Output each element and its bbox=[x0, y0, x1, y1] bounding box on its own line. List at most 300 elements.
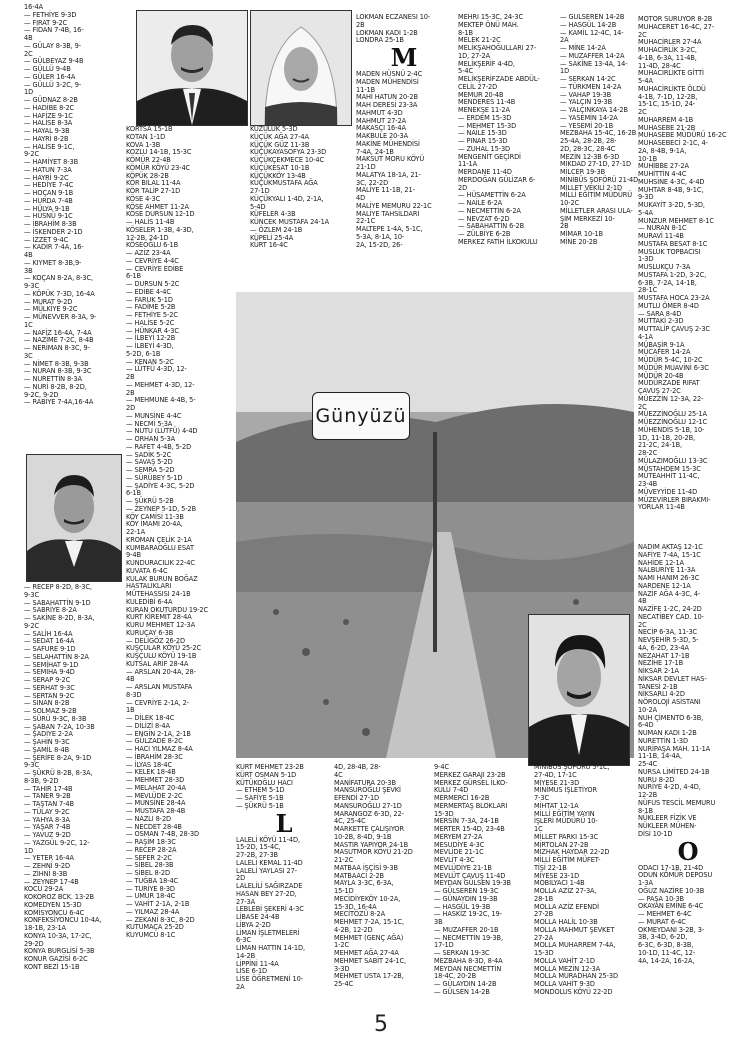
index-entry: — MÜNEVVER 8-3A, 9- bbox=[24, 313, 97, 321]
index-entry: 3-3D bbox=[334, 964, 350, 973]
portrait-photo-young-man bbox=[528, 614, 630, 766]
index-entry: 4-1B, 6-3A, 11-4B, bbox=[638, 53, 697, 62]
index-entry: MÜCAFER 14-2A bbox=[638, 348, 691, 357]
index-entry: — NURETTİN 8-3A bbox=[24, 375, 82, 383]
index-entry: ODACI 17-1B, 21-4D bbox=[638, 863, 704, 872]
index-entry: KÖPÜK 28-2B bbox=[126, 171, 169, 180]
index-entry: — KADİR 7-4A, 16- bbox=[24, 243, 84, 252]
index-entry: 1D, 11-1B, 20-2B, bbox=[638, 433, 696, 442]
index-entry: — TURİYE 8-3D bbox=[126, 884, 175, 893]
index-entry: 4B bbox=[24, 251, 33, 259]
index-entry: — SEDAT 16-4A bbox=[24, 637, 75, 646]
index-entry: — HASGÜL 19-3B bbox=[434, 902, 491, 911]
index-entry: — HÜNKAR 4-3C bbox=[126, 326, 179, 335]
index-entry: — HALİS 11-4B bbox=[126, 218, 175, 226]
index-entry: 10-2B, 8-4D, 9-1B bbox=[334, 832, 392, 841]
index-entry: KÜRT 16-4C bbox=[250, 241, 288, 250]
index-entry: NURİYE 4-2D, 4-4D, bbox=[638, 783, 701, 792]
index-entry: MERDANE 11-4D bbox=[458, 168, 512, 176]
index-entry: — SÜRÜ 9-3C, 8-3B bbox=[24, 714, 87, 723]
index-entry: — SÜRÜBEY 5-1D bbox=[126, 473, 183, 482]
index-entry: MUHACİRLİKTE ÖLDÜ bbox=[638, 84, 706, 93]
index-entry: MENGENİT GEÇİRDİ bbox=[458, 152, 521, 161]
index-entry: NURSA LİMİTED 24-1B bbox=[638, 767, 710, 776]
index-entry: MUHACERET 16-4C, 27- bbox=[638, 22, 715, 31]
index-entry: MUHTAR 8-4B, 9-1C, bbox=[638, 185, 704, 194]
index-entry: LOKMAN ECZANESİ 10- bbox=[356, 14, 431, 21]
index-entry: 4B bbox=[126, 675, 135, 684]
index-entry: — İLBEYİ 12-2B bbox=[126, 334, 176, 343]
index-entry: 27-1D bbox=[250, 187, 270, 195]
index-entry: MÜEZZİNOĞLU 12-1C bbox=[638, 418, 708, 426]
index-entry: KUŞÇULAR KÖYÜ 25-2C bbox=[126, 644, 202, 653]
index-entry: MÜVEYYİDE 11-4D bbox=[638, 487, 698, 496]
index-entry: MOLLA AZİZ 27-3A, bbox=[534, 887, 597, 895]
index-entry: — MÜLKİYE 9-2C bbox=[24, 305, 78, 314]
index-column bbox=[434, 764, 532, 1040]
index-entry: — SARA 8-4D bbox=[638, 309, 682, 318]
index-entry: — HAFİZE 9-1C bbox=[24, 111, 73, 120]
index-entry: 28-1C bbox=[638, 286, 658, 295]
index-entry: 1C bbox=[24, 320, 33, 329]
index-entry: LİBASE 24-4B bbox=[236, 913, 280, 921]
index-entry: — NAZLI 8-2D bbox=[126, 814, 172, 823]
index-entry: 4-1B, 7-1D, 12-2B, bbox=[638, 92, 698, 101]
index-entry: 8-3D bbox=[126, 690, 142, 699]
index-entry: 22-1A bbox=[126, 528, 145, 536]
index-entry: KULU 7-4D bbox=[434, 786, 469, 795]
index-entry: — HACI YILMAZ 8-4A bbox=[126, 745, 193, 753]
index-entry: MEHMET (GENÇ AĞA) bbox=[334, 933, 404, 942]
index-entry: KÜÇÜK AĞA 27-4A bbox=[250, 132, 309, 141]
index-entry: — RAŞİM 18-3C bbox=[126, 838, 176, 846]
index-column bbox=[356, 14, 452, 294]
index-entry: NEZİHE 17-1B bbox=[638, 659, 684, 668]
index-entry: — HADİBE 8-2C bbox=[24, 103, 75, 112]
index-entry: — GÜLAY 8-3B, 9- bbox=[24, 41, 82, 50]
index-entry: — MİNE 14-2A bbox=[560, 44, 606, 52]
index-entry: 4-2B, 12-2D bbox=[334, 925, 373, 934]
index-entry: 4B bbox=[638, 597, 647, 606]
index-entry: MASUTMOR KÖYÜ 21-2D bbox=[334, 848, 413, 857]
index-entry: — ZEYNEP 17-4B bbox=[24, 877, 79, 886]
index-entry: — OSMAN 7-4B, 28-3D bbox=[126, 830, 199, 839]
index-entry: — SAKİNE 8-2D, 8-3A, bbox=[24, 614, 95, 622]
index-entry: — SEMRA 5-2D bbox=[126, 466, 175, 474]
index-entry: — HÜSAMETTİN 6-2A bbox=[458, 191, 526, 200]
village-name-sign: Günyüzü bbox=[312, 392, 410, 440]
index-entry: 1C bbox=[534, 825, 543, 833]
index-entry: MÜDÜR 20-4B bbox=[638, 371, 684, 380]
index-entry: — İZZET 9-4C bbox=[24, 235, 69, 244]
index-entry: MİLLET VEKİLİ 2-1D bbox=[560, 183, 622, 192]
index-entry: — HÜSNÜ 9-1C bbox=[24, 212, 73, 221]
index-entry: KURUÇAY 6-3B bbox=[126, 628, 174, 637]
index-entry: MERKEZ FATİH İLKOKULU bbox=[458, 237, 538, 246]
portrait-photo-man-suit bbox=[136, 10, 248, 126]
index-entry: 17-1D bbox=[434, 941, 454, 950]
index-entry: — HALİSE 9-1C, bbox=[24, 142, 75, 151]
index-entry: — SERAP 9-2C bbox=[24, 676, 71, 684]
index-entry: — NECMİ 5-3A bbox=[126, 419, 173, 428]
index-entry: MUHARREM 4-1B bbox=[638, 115, 694, 124]
index-entry: — SEMİHAT 9-1D bbox=[24, 660, 79, 669]
index-entry: KONUR GAZİSİ 6-2C bbox=[24, 955, 88, 963]
index-entry: — MUNSİNE 28-4A bbox=[126, 799, 186, 808]
index-entry: — ZUHAL 15-3D bbox=[458, 144, 511, 153]
index-entry: LİSE 6-1D bbox=[236, 967, 268, 976]
index-entry: 5-4A bbox=[638, 208, 653, 217]
index-entry: 10-1B bbox=[638, 154, 657, 163]
index-entry: 5-2D, 6-1B bbox=[126, 349, 161, 358]
index-entry: — YILMAZ 28-4A bbox=[126, 907, 180, 916]
index-entry: KÜPELİ 25-4A bbox=[250, 233, 294, 242]
index-entry: MİNİBÜS ŞOFÖRÜ 21-4D bbox=[560, 175, 639, 184]
index-entry: — ŞAHİN 9-3C bbox=[24, 738, 70, 746]
index-entry: 2C bbox=[24, 49, 33, 58]
index-entry: MOLLA VAHİT 2-1D bbox=[534, 956, 595, 965]
index-entry: LALELİ KEMAL 11-4D bbox=[236, 858, 303, 867]
index-entry: NAHİDE 12-1A bbox=[638, 558, 684, 567]
index-entry: — ŞABAN 7-2A, 10-3B bbox=[24, 722, 95, 731]
index-entry: KURU MEHMET 12-3A bbox=[126, 621, 196, 629]
index-entry: — ARSLAN MUSTAFA bbox=[126, 683, 193, 691]
index-entry: 3B, 3-4D, 6-2D, bbox=[638, 933, 688, 942]
index-entry: MANİFATURA 20-3B bbox=[334, 778, 396, 787]
index-entry: — DURSUN 5-2C bbox=[126, 280, 180, 288]
index-entry: OKMEYDANI 3-2B, 3- bbox=[638, 925, 705, 934]
index-entry: NİKSAR 2-1A bbox=[638, 667, 679, 675]
index-entry: LİPPİNİ 11-4A bbox=[236, 959, 279, 968]
index-entry: MANSUROĞLU ŞEVKİ bbox=[334, 786, 401, 795]
index-entry: — ENGİN 2-1A, 2-1B bbox=[126, 729, 191, 738]
index-entry: ODUN KÖMÜR DEPOSU bbox=[638, 871, 713, 880]
index-entry: — HALİSE 8-3A bbox=[24, 119, 73, 128]
index-entry: 8-1B bbox=[638, 806, 653, 815]
index-entry: MUHSİNE 4-3C, 4-4D bbox=[638, 177, 705, 186]
index-entry: MİKDAD 27-1D, 27-1D bbox=[560, 160, 631, 169]
index-entry: 2C bbox=[638, 402, 647, 411]
index-entry: MUHİBBE 27-2A bbox=[638, 162, 689, 171]
index-entry: — GÜLLÜ 9-4B bbox=[24, 65, 71, 73]
index-entry: MUSTAFA BESAT 8-1C bbox=[638, 239, 708, 248]
index-entry: — NEVZAT 6-2D bbox=[458, 214, 510, 223]
index-entry: MİLCER 19-3B bbox=[560, 168, 606, 176]
index-entry: 9-3C bbox=[24, 761, 39, 770]
index-entry: — ARSLAN 20-4A, 28- bbox=[126, 667, 196, 676]
index-entry: — MEHMET 6-4C bbox=[638, 910, 692, 918]
index-entry: MOLLA HALİL 10-3B bbox=[534, 918, 598, 926]
index-entry: 27-2B bbox=[534, 910, 553, 919]
index-entry: — NURİ 8-2B, 8-2D, bbox=[24, 382, 87, 391]
index-entry: KOZLU 14-1B, 15-3C bbox=[126, 148, 192, 157]
index-entry: 9-2C, 9-2D bbox=[24, 390, 59, 399]
portrait-photo-woman-headscarf bbox=[250, 10, 352, 126]
index-entry: — FETHİYE 9-3D bbox=[24, 10, 77, 19]
index-entry: KULEDİBİ 6-4A bbox=[126, 597, 173, 606]
index-entry: 21-2C, 24-1B, bbox=[638, 441, 683, 450]
index-entry: 7-3C bbox=[534, 794, 549, 802]
index-entry: 9-4C bbox=[434, 764, 449, 771]
index-entry: — MEHMET 4-3D, 12- bbox=[126, 380, 195, 389]
index-entry: KORTSA 15-1B bbox=[126, 126, 173, 133]
index-entry: MUSLUKÇU 7-3A bbox=[638, 263, 691, 271]
index-entry: HASTALIKLARI bbox=[126, 582, 172, 591]
index-entry: — TUĞBA 18-4C bbox=[126, 876, 179, 885]
index-entry: KOTAN 1-1D bbox=[126, 132, 166, 141]
index-entry: — CEVRİYE 2-1A, 2- bbox=[126, 698, 190, 707]
index-entry: — YALÇINKAYA 14-2B bbox=[560, 106, 628, 114]
index-entry: MİYESE 21-3D bbox=[534, 778, 580, 787]
index-entry: MOBİLYACI 1-4B bbox=[534, 879, 585, 888]
index-entry: — SERKAN 19-3C bbox=[434, 949, 490, 957]
index-entry: KUMBARAOĞLU ESAT bbox=[126, 543, 194, 552]
index-entry: KÜRT OSMAN 5-1D bbox=[236, 770, 297, 779]
index-entry: 2D bbox=[126, 404, 136, 412]
index-entry: LİSE ÖĞRETMENİ 10- bbox=[236, 975, 303, 983]
index-entry: KÖR BİLAL 11-4A bbox=[126, 179, 181, 188]
index-entry: MÜZEVİRLER BIRAKMI- bbox=[638, 495, 711, 504]
index-entry: — FADİME 5-2B bbox=[126, 303, 176, 312]
index-entry: KÜÇÜK GÜZ 11-3B bbox=[250, 140, 310, 149]
index-entry: MERMERCİ 16-2B bbox=[434, 794, 490, 802]
index-entry: — SABAHATTİN 6-2B bbox=[458, 222, 525, 231]
index-entry: 10-2C bbox=[560, 199, 580, 207]
index-entry: KUVATA 6-4C bbox=[126, 566, 168, 575]
index-entry: MENEKŞE 11-2A bbox=[458, 106, 510, 114]
index-entry: MADEN HÜSNÜ 2-4C bbox=[356, 70, 423, 78]
section-letter: L bbox=[275, 808, 293, 838]
index-entry: NADİM AKTAŞ 12-1C bbox=[638, 544, 703, 551]
index-entry: MALİYE MEMURU 22-1C bbox=[356, 201, 432, 210]
index-entry: 2D, 28-3C, 28-4C bbox=[560, 144, 616, 153]
index-entry: 9-2C bbox=[24, 621, 39, 630]
index-entry: MÜHENDİS 5-1B, 10- bbox=[638, 425, 705, 434]
index-entry: MAH DERESİ 23-3A bbox=[356, 101, 418, 109]
index-entry: — İSKENDER 2-1D bbox=[24, 227, 83, 236]
index-column bbox=[250, 126, 350, 266]
index-entry: 1D bbox=[24, 846, 34, 855]
index-entry: — MELAHAT 20-4A bbox=[126, 783, 186, 792]
index-entry: 4D, 28-4B, 28- bbox=[334, 764, 381, 771]
index-entry: KÜTÜKOĞLU HACI bbox=[236, 778, 293, 787]
index-entry: MALİYE 11-1B, 21- bbox=[356, 186, 415, 195]
index-entry: KÖSE AHMET 11-2A bbox=[126, 202, 189, 211]
index-entry: MEHMET SABİT 24-1C, bbox=[334, 956, 406, 965]
index-entry: — MUSTAFA 28-4B bbox=[126, 807, 186, 815]
index-entry: MAHİ HATUN 20-2B bbox=[356, 93, 418, 102]
index-entry: — SADİK 5-2C bbox=[126, 450, 172, 459]
index-entry: KÖSE 4-3C bbox=[126, 194, 161, 203]
index-entry: NÜKLEER FİZİK VE bbox=[638, 814, 697, 823]
index-entry: 11-1B bbox=[356, 85, 375, 94]
index-entry: — NUTU (LÜTFÜ) 4-4D bbox=[126, 427, 198, 436]
index-entry: 7-4A, 24-1B bbox=[356, 147, 394, 156]
index-entry: 4B bbox=[24, 34, 33, 42]
index-entry: MURAVİ 11-4B bbox=[638, 232, 684, 240]
index-entry: OĞUZ NAZİRE 10-3B bbox=[638, 886, 705, 895]
index-entry: 2A, 8-4B, 9-1A, bbox=[638, 146, 687, 155]
section-letter: O bbox=[677, 836, 699, 866]
index-entry: MEVLÜDİYE 21-1B bbox=[434, 863, 492, 872]
index-entry: — SEFER 2-2C bbox=[126, 853, 172, 862]
index-entry: 15-3D bbox=[434, 809, 454, 818]
index-entry: — MUZAFFER 20-1B bbox=[434, 925, 499, 934]
index-entry: — MURAT 6-4C bbox=[638, 917, 686, 926]
index-entry: KÜÇÜKAYASOFYA 23-3D bbox=[250, 148, 327, 157]
index-entry: — CEVRİYE EDİBE bbox=[126, 264, 184, 273]
index-entry: MÜDÜR 5-4C, 10-2C bbox=[638, 356, 703, 364]
index-entry: MUHACİRLİKTE GİTTİ bbox=[638, 69, 704, 78]
index-entry: 22-1C bbox=[356, 217, 376, 226]
index-entry: MAYLA 3-3C, 6-3A, bbox=[334, 879, 394, 888]
index-entry: 25-4C bbox=[334, 980, 354, 988]
index-entry: — GÜLSEREN 19-3C bbox=[434, 887, 499, 895]
index-entry: — FIRAT 9-2C bbox=[24, 18, 68, 27]
index-entry: MESUDİYE 4-3C bbox=[434, 840, 485, 849]
index-entry: 11-1A bbox=[458, 160, 477, 169]
index-entry: 8-3B, 9-2D bbox=[24, 776, 59, 785]
index-entry: — SABAHATTİN 9-1D bbox=[24, 598, 91, 607]
index-entry: 21-2C bbox=[334, 856, 354, 864]
index-entry: — HOÇAN 9-1B bbox=[24, 189, 74, 197]
index-entry: NARDENE 12-1A bbox=[638, 581, 691, 590]
index-entry: — GÜLBEYAZ 9-4B bbox=[24, 57, 84, 66]
index-entry: KUŞÇULU KÖYÜ 19-1B bbox=[126, 652, 197, 660]
index-entry: 1D bbox=[24, 88, 34, 97]
index-entry: NAZİF AĞA 4-3C, 4- bbox=[638, 589, 701, 598]
index-entry: — ŞÜKRÜ 8-2B, 8-3A, bbox=[24, 769, 93, 777]
index-entry: 1D, 27-2A bbox=[458, 51, 491, 60]
index-entry: 11-1B, 14-4A, bbox=[638, 752, 682, 761]
index-entry: MİRTOLAN 27-2B bbox=[534, 840, 589, 849]
index-entry: KONT BEZİ 15-1B bbox=[24, 962, 80, 971]
index-entry: — HAYAL 9-3B bbox=[24, 127, 70, 135]
index-entry: 3B bbox=[434, 918, 443, 926]
index-entry: — ZEYNEP 5-1D, 5-2B bbox=[126, 504, 197, 513]
index-entry: LOKMAN KADI 1-2B bbox=[356, 28, 418, 37]
index-entry: MUKAYİT 3-2D, 5-3D, bbox=[638, 201, 705, 209]
index-entry: — GÜLSEREN 14-2B bbox=[560, 14, 625, 21]
index-entry: — YETER 16-4A bbox=[24, 854, 74, 863]
index-entry: — GÜNAYDIN 19-3B bbox=[434, 894, 498, 903]
index-column bbox=[638, 544, 738, 1040]
index-entry: KURAN OKUTURDU 19-2C bbox=[126, 605, 208, 614]
index-entry: 2C bbox=[638, 30, 647, 39]
index-entry: — ORHAN 5-3A bbox=[126, 435, 176, 443]
index-entry: MEZBAHA 15-4C, 16-2B bbox=[560, 129, 637, 138]
directory-page bbox=[24, 4, 736, 1040]
index-entry: 15-2D, 15-4C, bbox=[236, 843, 281, 852]
index-entry: — TAŞTAN 7-4B bbox=[24, 800, 74, 808]
index-entry: MEYDAN NECMETTİN bbox=[434, 964, 502, 973]
index-entry: 2A, 15-2D, 26- bbox=[356, 240, 403, 249]
index-entry: — GÜLAYDIN 14-2B bbox=[434, 980, 497, 988]
index-entry: 1-3D bbox=[638, 255, 654, 264]
index-entry: — İBRAHİM 28-3C bbox=[126, 752, 183, 761]
index-entry: NÜFUS TESCİL MEMURU bbox=[638, 798, 716, 807]
index-entry: LİBYA 2-2D bbox=[236, 920, 271, 929]
index-entry: MELİKŞERİF 4-4D, bbox=[458, 59, 515, 68]
index-entry: — SAFURE 9-1D bbox=[24, 645, 76, 653]
index-entry: NAMI HANIM 26-3C bbox=[638, 574, 700, 582]
index-entry: 9-3C bbox=[24, 590, 39, 599]
index-entry: KROMAN ÇELİK 2-1A bbox=[126, 535, 192, 544]
index-entry: NEZAHAT 17-1B bbox=[638, 651, 690, 660]
index-entry: MONDOLUS KÖYÜ 22-2D bbox=[534, 987, 613, 996]
index-entry: KÜFELER 4-3B bbox=[250, 210, 296, 219]
index-entry: 27-4D, 17-1C bbox=[534, 770, 577, 779]
index-entry: — MEHMUNE 4-4B, 5- bbox=[126, 396, 196, 405]
index-entry: MOLLA VAHİT 9-3D bbox=[534, 980, 595, 988]
index-entry: MERTER 15-4D, 23-4B bbox=[434, 825, 505, 833]
index-column bbox=[24, 4, 120, 449]
index-entry: 2B bbox=[126, 388, 135, 397]
index-entry: — VAHAP 19-3B bbox=[560, 90, 612, 99]
index-entry: — SALİH 16-4A bbox=[24, 629, 73, 638]
index-entry: KONYA BURGLİSİ 5-3B bbox=[24, 947, 95, 956]
index-entry: LİMAN HATTIN 14-1D, bbox=[236, 944, 305, 952]
index-entry: — NECMETTİN 6-2A bbox=[458, 206, 521, 215]
index-entry: MANSUROĞLU 27-1D bbox=[334, 801, 402, 810]
index-entry: 4D bbox=[356, 194, 366, 202]
index-column bbox=[334, 764, 432, 1040]
index-entry: NAZİFE 1-2C, 24-2D bbox=[638, 605, 702, 613]
index-entry: MOLLA MURADHAN 25-3D bbox=[534, 972, 618, 981]
index-entry: MAKİNE MÜHENDİSİ bbox=[356, 139, 420, 148]
index-entry: MEVLİT 4-3C bbox=[434, 856, 475, 864]
index-entry: — RAFET 4-4B, 5-2D bbox=[126, 442, 192, 451]
index-entry: MİLLİ EĞİTİM YAYIN bbox=[534, 809, 595, 818]
index-entry: MUHACİRLİK 3-2C, bbox=[638, 46, 697, 54]
index-entry: NEVŞEHİR 5-3D, 5- bbox=[638, 636, 699, 644]
index-entry: MÜDÜRZADE RIFAT bbox=[638, 379, 700, 388]
index-entry: MECİTÖZÜ 8-2A bbox=[334, 910, 386, 919]
index-entry: CELİL 27-2D bbox=[458, 82, 498, 91]
index-entry: — RECEP 28-2A bbox=[126, 845, 177, 854]
index-entry: 10-2A bbox=[638, 705, 657, 714]
index-entry: 10-1D, 11-4C, 12- bbox=[638, 948, 696, 957]
index-entry: MİZHAK HAYDAR 22-2D bbox=[534, 848, 610, 857]
index-entry: — MUZAFFER 14-2A bbox=[560, 51, 625, 60]
index-entry: — SEMİHA 9-4D bbox=[24, 668, 75, 677]
index-entry: MUTTAKİ 2-3D bbox=[638, 317, 684, 326]
index-entry: 28-1B bbox=[534, 894, 553, 903]
index-entry: — GÜLSEN 14-2B bbox=[434, 987, 490, 996]
index-entry: 2B bbox=[356, 20, 365, 29]
index-entry: MİLLİ EĞİTİM MÜDÜRÜ bbox=[560, 191, 632, 200]
index-entry: — ŞÜKRÜ 5-2B bbox=[126, 497, 174, 505]
index-entry: MİHTAT 12-1A bbox=[534, 801, 579, 810]
index-entry: KUZULUK 5-3D bbox=[250, 126, 298, 133]
index-entry: KÖSEOĞLU 6-1B bbox=[126, 241, 179, 250]
index-entry: MALİYE TAHSİLDARI bbox=[356, 209, 420, 218]
index-entry: 11-4D, 28-4C bbox=[638, 61, 681, 70]
index-entry: — SİBEL 8-2D bbox=[126, 869, 170, 877]
portrait-photo-man-left bbox=[26, 454, 122, 582]
index-entry: MÜBAŞİR 9-1A bbox=[638, 340, 685, 349]
index-entry: — NECDET 28-4B bbox=[126, 822, 182, 831]
index-entry: — RECEP 8-2D, 8-3C, bbox=[24, 584, 92, 591]
index-entry: KONFEKSİYONCU 10-4A, bbox=[24, 916, 102, 925]
index-entry: — ŞAMİL 8-4B bbox=[24, 745, 70, 754]
index-entry: 2B bbox=[560, 222, 569, 231]
index-entry: — HURDA 7-4B bbox=[24, 196, 73, 205]
index-entry: 4-1A bbox=[638, 332, 653, 341]
index-entry: — YAZGÜL 9-2C, 12- bbox=[24, 838, 90, 847]
index-entry: 29-2D bbox=[24, 939, 44, 948]
index-entry: MELEK 21-2C bbox=[458, 36, 501, 45]
